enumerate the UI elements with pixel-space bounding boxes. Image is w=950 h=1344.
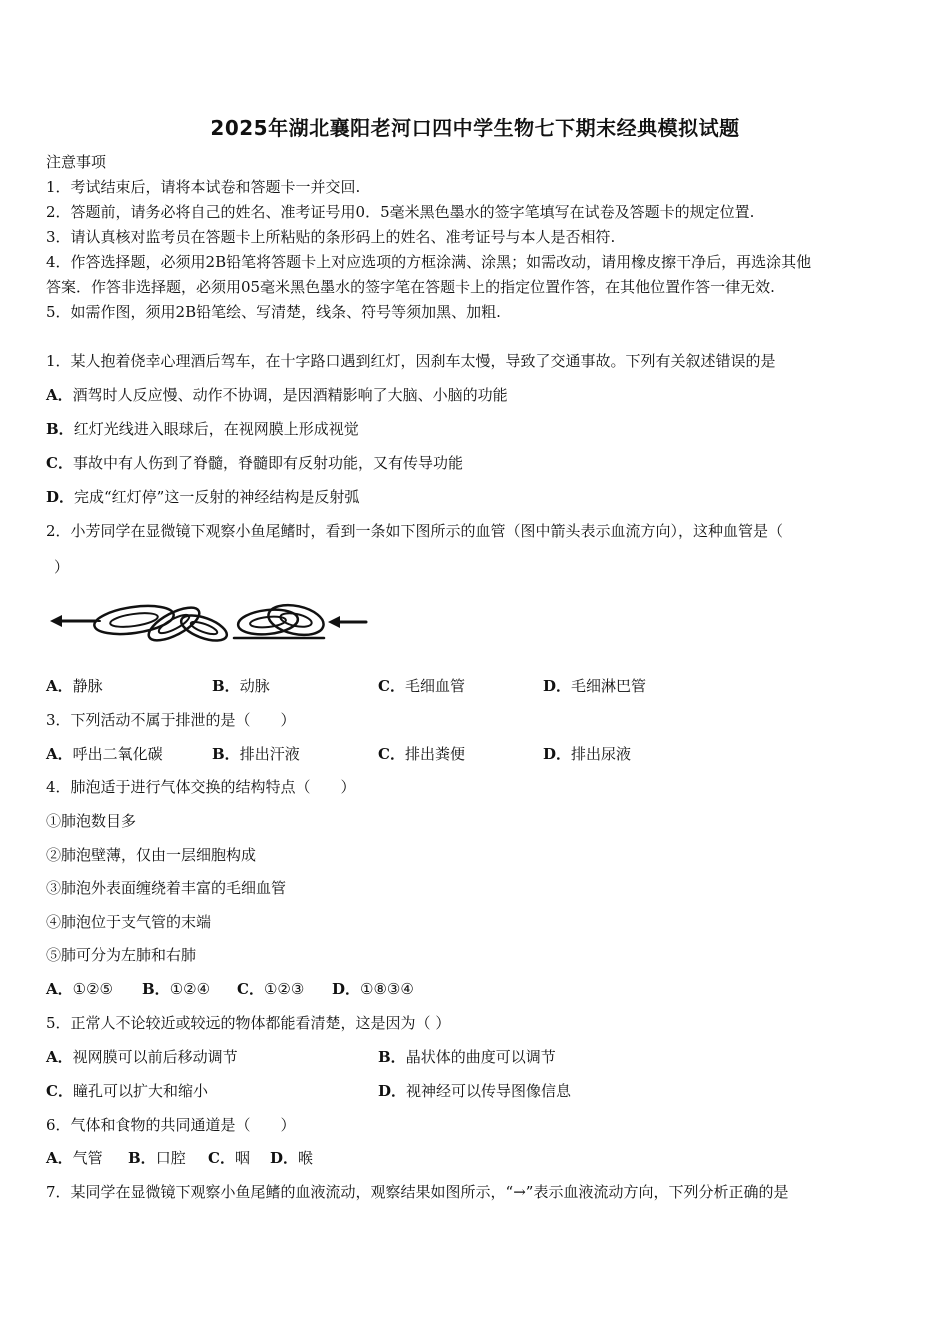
option-text: ①②④ (169, 980, 211, 998)
option-text: 喉 (298, 1149, 314, 1167)
question-2-option-a (46, 676, 103, 696)
question-1-option-b (46, 419, 359, 439)
notice-item: 1．考试结束后，请将本试卷和答题卡一并交回. (46, 178, 361, 196)
option-text: ①⑧③④ (360, 980, 414, 998)
option-letter: A． (46, 386, 73, 404)
option-text: 晶状体的曲度可以调节 (405, 1048, 556, 1066)
question-6-option-b (128, 1148, 186, 1168)
option-letter: D． (332, 980, 361, 998)
option-text: 呼出二氧化碳 (72, 745, 163, 763)
question-4-item: ③肺泡外表面缠绕着丰富的毛细血管 (46, 879, 287, 897)
option-letter: A． (46, 1048, 73, 1066)
option-text: 酒驾时人反应慢、动作不协调，是因酒精影响了大脑、小脑的功能 (72, 386, 508, 404)
question-4-option-a (46, 979, 113, 999)
question-4-stem: 4．肺泡适于进行气体交换的结构特点（ ） (46, 778, 356, 796)
option-text: 口腔 (155, 1149, 186, 1167)
page-title: 2025年湖北襄阳老河口四中学生物七下期末经典模拟试题 (210, 116, 740, 140)
option-letter: C． (46, 1082, 73, 1100)
option-text: 排出粪便 (404, 745, 465, 763)
option-letter: D． (543, 745, 572, 763)
notice-item: 答案．作答非选择题，必须用05毫米黑色墨水的签字笔在答题卡上的指定位置作答，在其他位置作答一律无效. (46, 278, 775, 296)
option-letter: C． (378, 677, 405, 695)
question-4-item: ①肺泡数目多 (46, 812, 137, 830)
option-text: 静脉 (72, 677, 103, 695)
red-blood-cell-3 (178, 610, 230, 645)
option-letter: A． (46, 677, 73, 695)
arrow-head-left (50, 615, 62, 627)
option-letter: D． (46, 488, 75, 506)
question-1-stem: 1．某人抱着侥幸心理酒后驾车，在十字路口遇到红灯，因刹车太慢，导致了交通事故。下列有关叙述错误的是 (46, 352, 776, 370)
question-4-option-b (142, 979, 210, 999)
question-5-option-d (378, 1081, 571, 1101)
option-letter: B． (46, 420, 74, 438)
option-text: 排出尿液 (571, 745, 632, 763)
option-text: ①②⑤ (72, 980, 113, 998)
option-text: 视网膜可以前后移动调节 (72, 1048, 238, 1066)
option-text: ①②③ (263, 980, 305, 998)
option-letter: C． (46, 454, 73, 472)
option-letter: B． (378, 1048, 406, 1066)
option-text: 毛细淋巴管 (571, 677, 647, 695)
option-text: 瞳孔可以扩大和缩小 (72, 1082, 208, 1100)
question-3-stem: 3．下列活动不属于排泄的是（ ） (46, 711, 296, 729)
option-letter: C． (237, 980, 264, 998)
option-text: 气管 (72, 1149, 103, 1167)
question-6-option-c (208, 1148, 250, 1168)
question-4-option-c (237, 979, 304, 999)
option-letter: A． (46, 745, 73, 763)
question-6-option-d (270, 1148, 313, 1168)
question-6-option-a (46, 1148, 103, 1168)
question-2-stem-end: ） (54, 558, 70, 576)
question-3-option-c (378, 744, 465, 764)
option-text: 毛细血管 (404, 677, 465, 695)
notice-item: 4．作答选择题，必须用2B铅笔将答题卡上对应选项的方框涂满、涂黑；如需改动，请用橡皮擦干净后，再选涂其他 (46, 253, 812, 271)
red-blood-cell-2 (144, 601, 204, 647)
option-letter: D． (270, 1149, 299, 1167)
blood-vessel-figure (46, 598, 376, 648)
option-text: 红灯光线进入眼球后，在视网膜上形成视觉 (73, 420, 359, 438)
question-2-option-c (378, 676, 465, 696)
notice-item: 3．请认真核对监考员在答题卡上所粘贴的条形码上的姓名、准考证号与本人是否相符. (46, 228, 616, 246)
notice-item: 5．如需作图，须用2B铅笔绘、写清楚，线条、符号等须加黑、加粗. (46, 303, 501, 321)
option-text: 排出汗液 (239, 745, 300, 763)
arrow-head-right (328, 616, 340, 628)
question-5-option-a (46, 1047, 238, 1067)
option-text: 咽 (234, 1149, 250, 1167)
option-letter: C． (208, 1149, 235, 1167)
question-3-option-a (46, 744, 163, 764)
option-letter: B． (212, 745, 240, 763)
option-letter: A． (46, 980, 73, 998)
question-6-stem: 6．气体和食物的共同通道是（ ） (46, 1116, 296, 1134)
option-letter: D． (543, 677, 572, 695)
notice-heading: 注意事项 (46, 153, 107, 171)
question-1-option-d (46, 487, 359, 507)
option-text: 事故中有人伤到了脊髓，脊髓即有反射功能，又有传导功能 (72, 454, 463, 472)
option-letter: D． (378, 1082, 407, 1100)
option-letter: A． (46, 1149, 73, 1167)
option-text: 动脉 (239, 677, 270, 695)
option-letter: B． (142, 980, 170, 998)
question-1-option-c (46, 453, 463, 473)
option-letter: B． (128, 1149, 156, 1167)
notice-item: 2．答题前，请务必将自己的姓名、准考证号用0．5毫米黑色墨水的签字笔填写在试卷及答题卡的规定位置. (46, 203, 755, 221)
question-4-item: ⑤肺可分为左肺和右肺 (46, 946, 197, 964)
option-text: 完成“红灯停”这一反射的神经结构是反射弧 (74, 488, 360, 506)
question-2-option-b (212, 676, 270, 696)
question-2-stem: 2．小芳同学在显微镜下观察小鱼尾鳍时，看到一条如下图所示的血管（图中箭头表示血流方向），这种血管是（ (46, 522, 784, 540)
question-1-option-a (46, 385, 508, 405)
option-letter: C． (378, 745, 405, 763)
question-5-option-c (46, 1081, 208, 1101)
option-letter: B． (212, 677, 240, 695)
question-5-stem: 5．正常人不论较近或较远的物体都能看清楚，这是因为（ ） (46, 1014, 451, 1032)
question-4-item: ④肺泡位于支气管的末端 (46, 913, 212, 931)
question-7-stem: 7．某同学在显微镜下观察小鱼尾鳍的血液流动，观察结果如图所示，“→”表示血液流动方向，下列分析正确的是 (46, 1183, 789, 1201)
option-text: 视神经可以传导图像信息 (406, 1082, 572, 1100)
question-3-option-d (543, 744, 631, 764)
question-4-option-d (332, 979, 414, 999)
question-5-option-b (378, 1047, 556, 1067)
question-2-option-d (543, 676, 646, 696)
question-3-option-b (212, 744, 300, 764)
question-4-item: ②肺泡壁薄，仅由一层细胞构成 (46, 846, 257, 864)
